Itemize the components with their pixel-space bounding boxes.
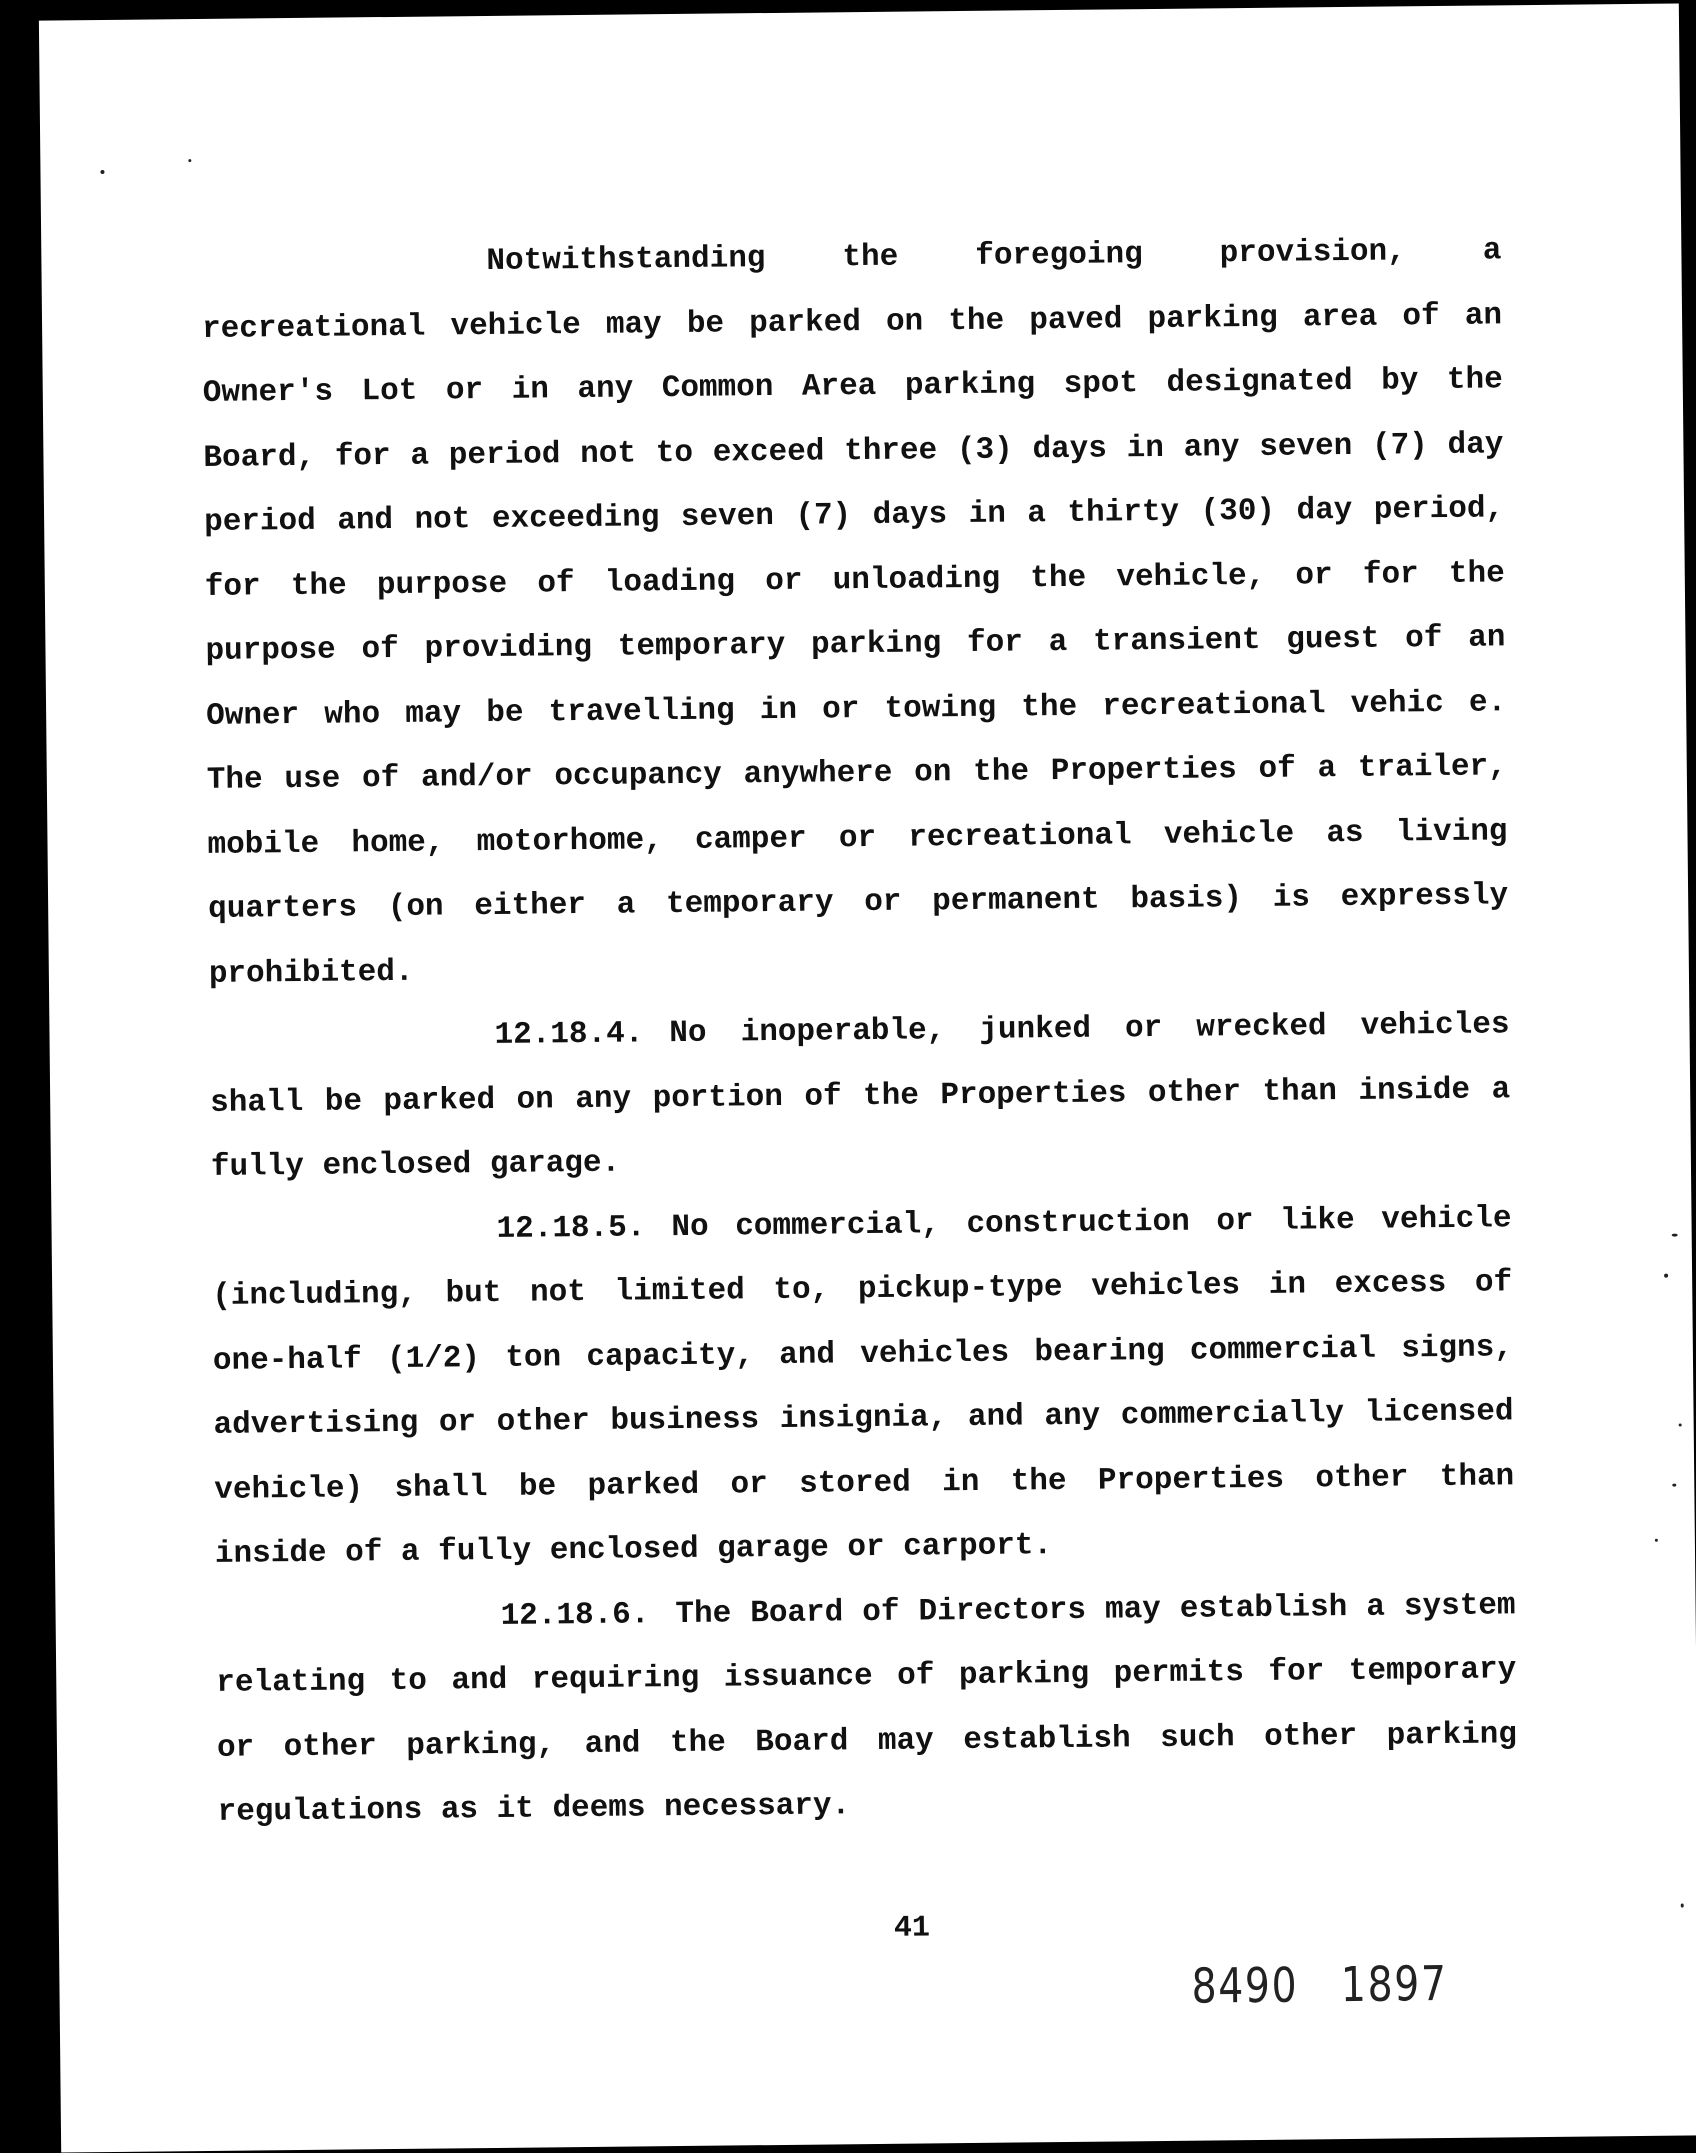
scan-speck [188, 159, 191, 162]
paragraph-text: Notwithstanding the foregoing provision, a recreational vehicle may be parked on the paved parking area of an Owner's Lot or in any Common Area parking spot designated by the Board, for a period not to exceed three (3) days in any seven (7) day period and not exceeding seven (7) days in a thirty (30) day period, for the purpose of loading or unloading the vehicle, or for the purpose of providing temporary parking for a transient guest of an Owner who may be travelling in or towing the recreational vehic e. The use of and/or occupancy anywhere on the Properties of a trailer, mobile home, motorhome, camper or recreational vehicle as living quarters (on either a temporary or permanent basis) is expressly prohibited. [201, 233, 1509, 992]
paragraph-12-18-6 [215, 1574, 1518, 1846]
scan-speck [1664, 1274, 1668, 1278]
scan-speck [1681, 1904, 1684, 1908]
paragraph-text: The Board of Directors may establish a system relating to and requiring issuance of parking permits for temporary or other parking, and the Board may establish such other parking regulations as it deems necessary. [216, 1587, 1518, 1830]
scan-speck [1679, 1424, 1682, 1427]
scan-speck [1672, 1234, 1678, 1237]
document-page [39, 3, 1696, 2152]
document-id-stamp [1191, 1956, 1448, 2015]
section-number: 12.18.6. [500, 1596, 650, 1634]
document-id-right: 1897 [1340, 1956, 1448, 2014]
document-id-left: 8490 [1191, 1957, 1299, 2015]
paragraph-text: No commercial, construction or like vehicle (including, but not limited to, pickup-type vehicles in excess of one-half (1/2) ton capacity, and vehicles bearing commercial signs, advertising or other business insignia, and any commercially licensed vehicle) shall be parked or stored in the Properties other than inside of a fully enclosed garage or carport. [212, 1200, 1515, 1572]
scan-speck [1672, 1484, 1676, 1487]
paragraph-12-18-4 [209, 993, 1511, 1200]
paragraph-12-18-5 [211, 1187, 1515, 1588]
paragraph-intro [201, 219, 1509, 1007]
paragraph-text: No inoperable, junked or wrecked vehicles shall be parked on any portion of the Properties other than inside a fully enclosed garage. [210, 1007, 1511, 1185]
scan-speck [100, 170, 104, 174]
section-number: 12.18.4. [494, 1016, 644, 1053]
document-body [201, 219, 1518, 1845]
scan-speck [1655, 1539, 1658, 1542]
page-number: 41 [893, 1911, 931, 1946]
section-number: 12.18.5. [496, 1209, 646, 1247]
